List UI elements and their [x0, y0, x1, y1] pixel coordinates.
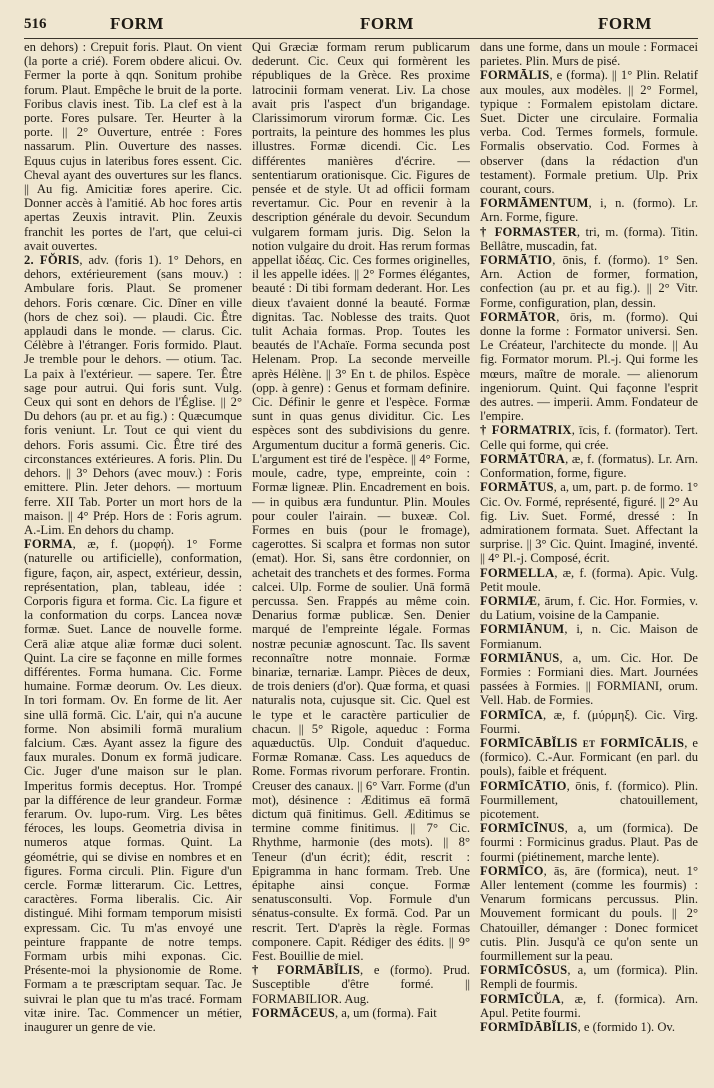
- dictionary-entry: [252, 40, 470, 963]
- entry-lemma: FORMĀTIO: [480, 253, 553, 268]
- entry-lemma: FORMELLA: [480, 565, 555, 580]
- entry-lemma: FORMĪCA: [480, 707, 543, 722]
- entry-text: Qui Græciæ formam rerum publicarum dederunt. Cic. Ceux qui formèrent les républiques de la Grèce. Res proxime latrocinii formam venerat. Liv. La chose avait pris l'aspect d'un brigandage. Clarissimorum virorum formæ. Cic. Les portraits, la peinture des hommes les plus illustres. Formæ dicendi. Cic. Les différentes manières d'écrire. — sententiarum orationisque. Cic. Figures de pensée et de style. Ut ad officii formam revertamur. Cic. Pour en revenir à la description générale du devoir. Secundum vulgarem formam juris. Dig. Selon la notion vulgaire du droit. Has rerum formas appellat ἰδέας. Cic. Ces formes originelles, il les appelle idées. || 2° Formes élégantes, beauté : Di tibi formam dederant. Hor. Les dieux t'avaient donné la beauté. Formæ dignitas. Tac. Noblesse des traits. Quot tulit Achaia formas. Prop. Toutes les beautés de l'Achaïe. Forma secunda post Helenam. Prop. La seconde merveille après Hélène. || 3° En t. de philos. Espèce (opp. à genre) : Genus et formam definire. Cic. Définir le genre et l'espèce. Formæ sunt in quas genus dividitur. Cic. Les espèces sont des subdivisions du genre. Argumentum ducitur a formā generis. Cic. L'argument est tiré de l'espèce. || 4° Forme, moule, cadre, type, empreinte, coin : Formæ ligneæ. Plin. Encadrement en bois. — in quibus æra funduntur. Plin. Moules pour couler l'airain. — buxeæ. Col. Formes en buis (pour le fromage), cagerottes. Si scalpra et formas non sutor (emat). Hor. Si, sans être cordonnier, on achetait des tranchets et des formes. Forma calcei. Ulp. Forme de soulier. Unā formā percussa. Sen. Frappés au même coin. Denarius formæ publicæ. Sen. Denier marqué de l'empreinte légale. Formas nostræ pecuniæ agnoscunt. Tac. Ils savent reconnaître notre monnaie. Formæ binariæ, ternariæ. Lampr. Pièces de deux, de trois deniers (d'or). Quæ forma, et quasi naturalis nota, cujusque sit. Cic. Quel est le type et le caractère particulier de chacun. || 5° Rigole, aqueduc : Forma aquæductūs. Ulp. Conduit d'aqueduc. Formæ Romanæ. Cass. Les aqueducs de Rome. Formas rivorum perforare. Frontin. Creuser des canaux. || 6° Varr. Forme (d'un mot), désinence : Æditimus eā formā dictum quā finitimus. Gell. Æditimus se termine comme finitimus. || 7° Cic. Rhythme, harmonie (des mots). || 8° Teneur (d'un écrit); édit, rescrit : Epigramma in hanc formam. Treb. Une épitaphe ainsi conçue. Formæ senatusconsulti. Vop. Formule d'un sénatus-consulte. Ex formā. Cod. Par un rescrit. Tert. D'après la règle. Formas componere. Capit. Rédiger des édits. || 9° Fest. Bouillie de miel.: [252, 40, 470, 963]
- dictionary-entry: [480, 253, 698, 310]
- entry-text: , a, um. Cic. Hor. De Formies : Formiani dies. Mart. Journées passées à Formies. || FORMIANI, orum. Vell. Hab. de Formies.: [480, 650, 698, 708]
- entry-lemma: FORMĀTŪRA: [480, 451, 566, 466]
- entry-lemma: FORMA: [24, 537, 73, 552]
- entry-text: en dehors) : Crepuit foris. Plaut. On vient (la porte a crié). Forem obdere alicui. Ov. Fermer la porte à qqn. Sonitum prohibe forum. Plaut. Empêche le bruit de la porte. Foribus clavis inest. Tib. La clef est à la porte. Fores pulsare. Ter. Heurter à la porte. || 2° Ouverture, entrée : Fores nassarum. Plin. Ouverture des nasses. Equus cujus in lateribus fores essent. Cic. Cheval ayant des ouvertures sur les flancs. || Au fig. Amicitiæ fores aperire. Cic. Donner accès à l'amitié. Ab hoc fores artis apertas Zeuxis intravit. Plin. Zeuxis franchit les portes de l'art, que celui-ci avait ouvertes.: [24, 40, 242, 253]
- dictionary-entry: [480, 566, 698, 594]
- dictionary-entry: [24, 253, 242, 537]
- entry-text: , tri, m. (forma). Titin. Bellâtre, muscadin, fat.: [480, 224, 698, 253]
- entry-text: , a, um (formica). De fourmi : Formicinus gradus. Plaut. Pas de fourmi (piétinement, marche lente).: [480, 821, 698, 864]
- entry-lemma: 2. FŎRIS: [24, 253, 80, 268]
- column-left: [24, 40, 242, 1080]
- entry-text: , æ, f. (formatus). Lr. Arn. Conformation, forme, figure.: [480, 451, 698, 481]
- dictionary-entry: [252, 1006, 470, 1020]
- running-header: [24, 10, 698, 36]
- column-middle: [252, 40, 470, 1080]
- entry-text: , ōnis, f. (formo). 1° Sen. Arn. Action de former, formation, confection (au pr. et au fig.). || 2° Vitr. Forme, configuration, plan, dessin.: [480, 253, 698, 310]
- dictionary-entry: [480, 864, 698, 963]
- entry-lemma: FORMĀTUS: [480, 480, 554, 495]
- entry-lemma: FORMIÆ: [480, 593, 538, 608]
- entry-lemma: FORMĪCĪNUS: [480, 821, 565, 836]
- dictionary-entry: [480, 480, 698, 565]
- dictionary-entry: [480, 68, 698, 196]
- entry-text: , e (formido 1). Ov.: [577, 1020, 676, 1035]
- dictionary-entry: [480, 622, 698, 650]
- dictionary-entry: [480, 651, 698, 708]
- columns: [24, 40, 698, 1080]
- page-number: 516: [24, 16, 47, 32]
- dictionary-entry: [480, 821, 698, 864]
- entry-lemma: FORMĪCĀBĬLIS et FORMĪCĀLIS: [480, 735, 685, 750]
- entry-text: , a, um, part. p. de formo. 1° Cic. Ov. Formé, représenté, figuré. || 2° Au fig. Liv. Suet. Formé, dressé : In admirationem formata. Suet. Affectant la surprise. || 3° Cic. Quint. Imaginé, inventé. || 4° Pl.-j. Composé, écrit.: [480, 480, 698, 566]
- entry-lemma: FORMĀTOR: [480, 309, 557, 324]
- entry-text: , īcis, f. (formator). Tert. Celle qui forme, qui crée.: [480, 423, 698, 452]
- entry-text: , ōnis, f. (formico). Plin. Fourmillement, chatouillement, picotement.: [480, 778, 698, 821]
- entry-text: , a, um (formica). Plin. Rempli de fourmis.: [480, 963, 698, 992]
- entry-text: , æ, f. (μύρμηξ). Cic. Virg. Fourmi.: [480, 707, 698, 736]
- entry-lemma: FORMĀLIS: [480, 68, 550, 83]
- headword-right: FORM: [598, 14, 652, 33]
- entry-lemma: † FORMĀBĬLIS: [252, 963, 361, 978]
- entry-text: , ōris, m. (formo). Qui donne la forme : Formator universi. Sen. Le Créateur, l'architecte du monde. || Au fig. Formator morum. Pl.-j. Qui forme les mœurs, maître de morale. — alienorum ingeniorum. Quint. Qui façonne l'esprit des autres. — imperii. Amm. Fondateur de l'empire.: [480, 309, 698, 424]
- header-rule: [24, 38, 698, 39]
- entry-lemma: † FORMATRIX: [480, 423, 572, 438]
- entry-lemma: FORMIĀNUM: [480, 622, 565, 637]
- entry-text: , æ, f. (formica). Arn. Apul. Petite fourmi.: [480, 991, 698, 1020]
- dictionary-entry: [252, 963, 470, 1006]
- entry-lemma: FORMĪCŬLA: [480, 991, 561, 1006]
- entry-text: , i, n. (formo). Lr. Arn. Forme, figure.: [480, 196, 698, 225]
- entry-lemma: FORMĪCŌSUS: [480, 963, 568, 978]
- dictionary-entry: [480, 708, 698, 736]
- entry-lemma: FORMĪCO: [480, 863, 544, 878]
- dictionary-entry: [480, 40, 698, 68]
- entry-text: , i, n. Cic. Maison de Formianum.: [480, 622, 698, 651]
- dictionary-entry: [480, 992, 698, 1020]
- headword-left: FORM: [110, 14, 164, 33]
- dictionary-entry: [480, 779, 698, 822]
- entry-lemma: FORMĪCĀTIO: [480, 778, 567, 793]
- entry-text: , ārum, f. Cic. Hor. Formies, v. du Latium, voisine de la Campanie.: [480, 593, 698, 623]
- entry-text: dans une forme, dans un moule : Formacei parietes. Plin. Murs de pisé.: [480, 40, 698, 69]
- entry-text: , e (forma). || 1° Plin. Relatif aux moules, aux modèles. || 2° Formel, typique : Formalem epistolam dictare. Suet. Dicter une circulaire. Formalia verba. Cod. Termes formels, formule. Formalis observatio. Cod. Formes à observer (dans la rédaction d'un testament). Formale pretium. Ulp. Prix courant, cours.: [480, 68, 698, 197]
- entry-lemma: FORMĀMENTUM: [480, 196, 589, 211]
- entry-text: , adv. (foris 1). 1° Dehors, en dehors, extérieurement (sans mouv.) : Ambulare foris. Plaut. Se promener dehors. Foris cœnare. Cic. Dîner en ville (hors de chez soi). — plaudi. Cic. Être applaudi dans le monde. — clarus. Cic. Célèbre à l'étranger. Foris formido. Plaut. Je tremble pour le dehors. — otium. Tac. La paix à l'extérieur. — sapere. Ter. Être sage pour autrui. Qui foris sunt. Vulg. Ceux qui sont en dehors de l'Église. || 2° Du dehors (au pr. et au fig.) : Quæcumque foris veniunt. Lr. Tout ce qui vient du dehors. Foris assumi. Cic. Être tiré des circonstances extérieures. A foris. Plin. Du dehors. || 3° Dehors (avec mouv.) : Foris emittere. Plin. Jeter dehors. — mortuum ferre. XII Tab. Porter un mort hors de la maison. || 4° Prép. Hors de : Foris agrum. A.-Lim. En dehors du champ.: [24, 253, 242, 537]
- entry-lemma: FORMĪDĀBĬLIS: [480, 1020, 578, 1035]
- dictionary-entry: [480, 594, 698, 622]
- entry-text: , ās, āre (formica), neut. 1° Aller lentement (comme les fourmis) : Venarum formicans percussus. Plin. Mouvement formicant du pouls. || 2° Chatouiller, démanger : Donec formicet cutis. Plin. Jusqu'à ce qu'on sente un fourmillement sur la peau.: [480, 863, 698, 963]
- entry-lemma: † FORMASTER: [480, 224, 577, 239]
- entry-text: , a, um (forma). Fait: [334, 1005, 437, 1020]
- dictionary-entry: [480, 225, 698, 253]
- dictionary-entry: [480, 452, 698, 480]
- dictionary-entry: [480, 423, 698, 451]
- entry-text: , æ, f. (μορφή). 1° Forme (naturelle ou artificielle), conformation, figure, façon, air, aspect, extérieur, dessin, représentation, plan, tableau, idée : Corporis figura et forma. Cic. La figure et la conformation du corps. Lancea novæ formæ. Suet. Lance de nouvelle forme. Cerā aliæ atque aliæ formæ duci solent. Quint. La cire se façonne en mille formes différentes. Forma humana. Cic. Forme humaine. Formæ deorum. Ov. Les dieux. In tori formam. Ov. En forme de lit. Aer sine ullā formā. Cic. L'air, qui n'a aucune forme. Non absimili formā muralium falcium. Cæs. Ayant assez la figure des faux murales. Donum ex formā judicare. Cic. Juger d'une maison sur le plan. Imperitus formis deceptus. Hor. Trompé par la différence de leur grandeur. Formæ ferarum. Ov. lupo-rum. Virg. Les bêtes féroces, les loups. Geometria divisa in numeros atque formas. Quint. La géométrie, qui se divise en nombres et en figures. Forma circuli. Plin. Figure d'un cercle. Formæ litterarum. Cic. Lettres, caractères. Forma liberalis. Cic. Air distingué. Mihi formam temporum misisti expressam. Cic. Tu m'as envoyé une peinture frappante de notre temps. Formam urbis mihi exponas. Cic. Présente-moi la physionomie de Rome. Formam a te præscriptam sequar. Tac. Je suivrai le plan que tu m'as tracé. Formam vitæ inire. Tac. Commencer un métier, inaugurer un genre de vie.: [24, 537, 242, 1035]
- dictionary-entry: [480, 310, 698, 424]
- entry-lemma: FORMIĀNUS: [480, 650, 560, 665]
- entry-lemma: FORMĀCEUS: [252, 1005, 335, 1020]
- entry-text: , e (formo). Prud. Susceptible d'être formé. || FORMABILIOR. Aug.: [252, 963, 470, 1006]
- dictionary-entry: [480, 196, 698, 224]
- dictionary-entry: [480, 1020, 698, 1034]
- dictionary-entry: [24, 537, 242, 1034]
- column-right: [480, 40, 698, 1080]
- dictionary-entry: [480, 963, 698, 991]
- headword-center: FORM: [360, 14, 414, 33]
- entry-text: , e (formico). C.-Aur. Formicant (en parl. du pouls), faible et fréquent.: [480, 735, 698, 779]
- dictionary-entry: [480, 736, 698, 779]
- dictionary-entry: [24, 40, 242, 253]
- entry-text: , æ, f. (forma). Apic. Vulg. Petit moule.: [480, 565, 698, 594]
